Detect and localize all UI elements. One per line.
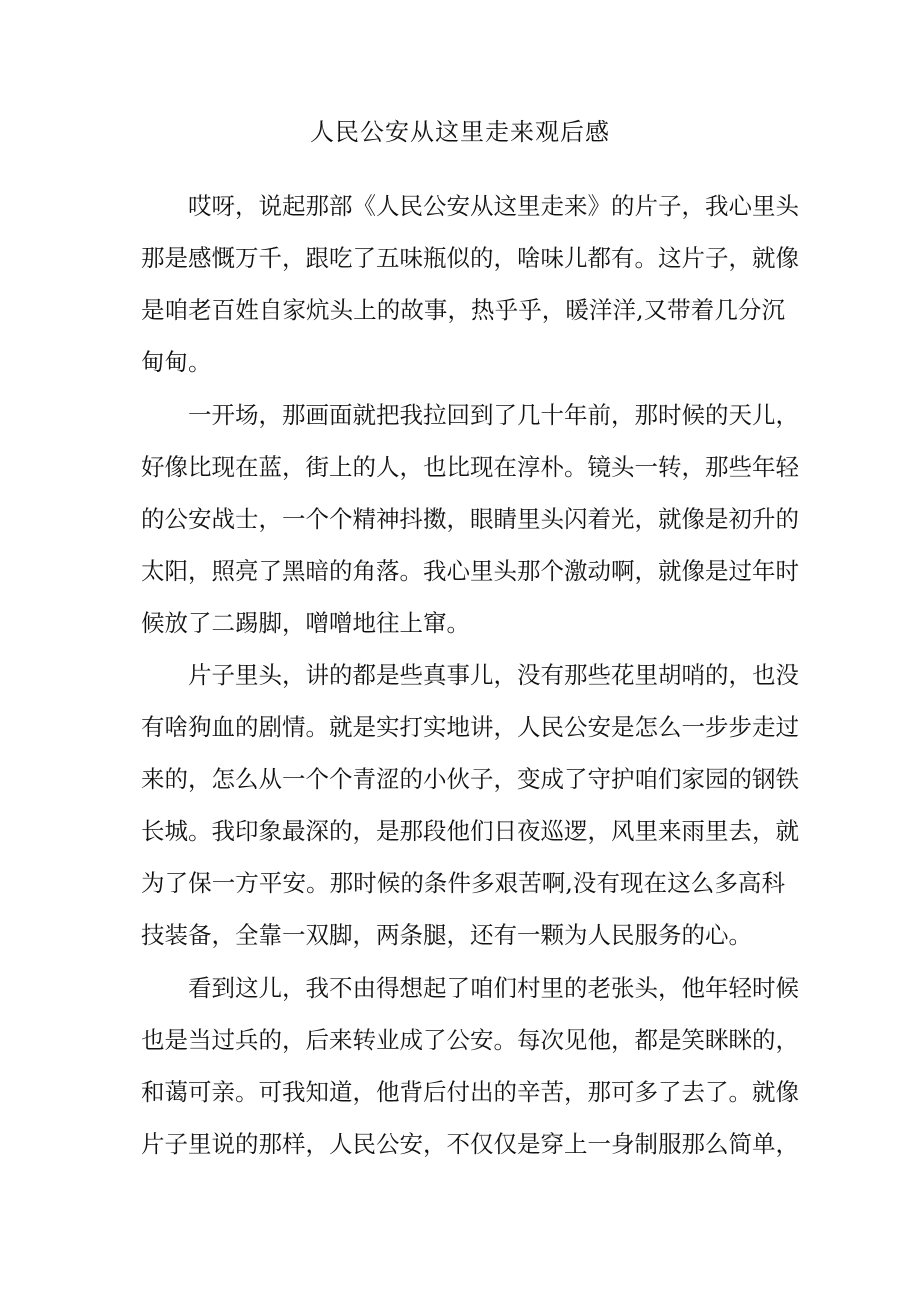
paragraph-line: 技装备，全靠一双脚，两条腿，还有一颗为人民服务的心。 — [141, 921, 752, 949]
paragraph — [141, 649, 799, 961]
paragraph — [141, 389, 799, 649]
paragraph-line: 片子里说的那样，人民公安，不仅仅是穿上一身制服那么简单， — [141, 1130, 799, 1158]
paragraph-line: 甸甸。 — [141, 348, 212, 376]
paragraph-line: 是咱老百姓自家炕头上的故事，热乎乎，暖洋洋,又带着几分沉 — [141, 296, 785, 324]
paragraph-line: 一开场，那画面就把我拉回到了几十年前，那时候的天儿， — [188, 401, 799, 429]
paragraph-line: 候放了二踢脚，噌噌地往上窜。 — [141, 609, 470, 637]
paragraph — [141, 962, 799, 1170]
paragraph-line: 和蔼可亲。可我知道，他背后付出的辛苦，那可多了去了。就像 — [141, 1078, 799, 1106]
paragraph-line: 有啥狗血的剧情。就是实打实地讲，人民公安是怎么一步步走过 — [141, 713, 799, 741]
paragraph-line: 的公安战士，一个个精神抖擞，眼睛里头闪着光，就像是初升的 — [141, 505, 799, 533]
paragraph-line: 好像比现在蓝，街上的人，也比现在淳朴。镜头一转，那些年轻 — [141, 453, 799, 481]
paragraph-line: 哎呀，说起那部《人民公安从这里走来》的片子，我心里头 — [188, 192, 799, 220]
paragraph-line: 看到这儿，我不由得想起了咱们村里的老张头，他年轻时候 — [188, 974, 799, 1002]
paragraph-line: 太阳，照亮了黑暗的角落。我心里头那个激动啊，就像是过年时 — [141, 557, 799, 585]
paragraph-line: 片子里头，讲的都是些真事儿，没有那些花里胡哨的，也没 — [188, 661, 799, 689]
paragraph-line: 那是感慨万千，跟吃了五味瓶似的，啥味儿都有。这片子，就像 — [141, 244, 799, 272]
paragraph-line: 长城。我印象最深的，是那段他们日夜巡逻，风里来雨里去，就 — [141, 817, 799, 845]
document-title: 人民公安从这里走来观后感 — [310, 118, 610, 146]
paragraph-line: 来的，怎么从一个个青涩的小伙子，变成了守护咱们家园的钢铁 — [141, 765, 799, 793]
paragraph-line: 也是当过兵的，后来转业成了公安。每次见他，都是笑眯眯的， — [141, 1026, 799, 1054]
paragraph-line: 为了保一方平安。那时候的条件多艰苦啊,没有现在这么多高科 — [141, 869, 785, 897]
paragraph — [141, 180, 799, 388]
